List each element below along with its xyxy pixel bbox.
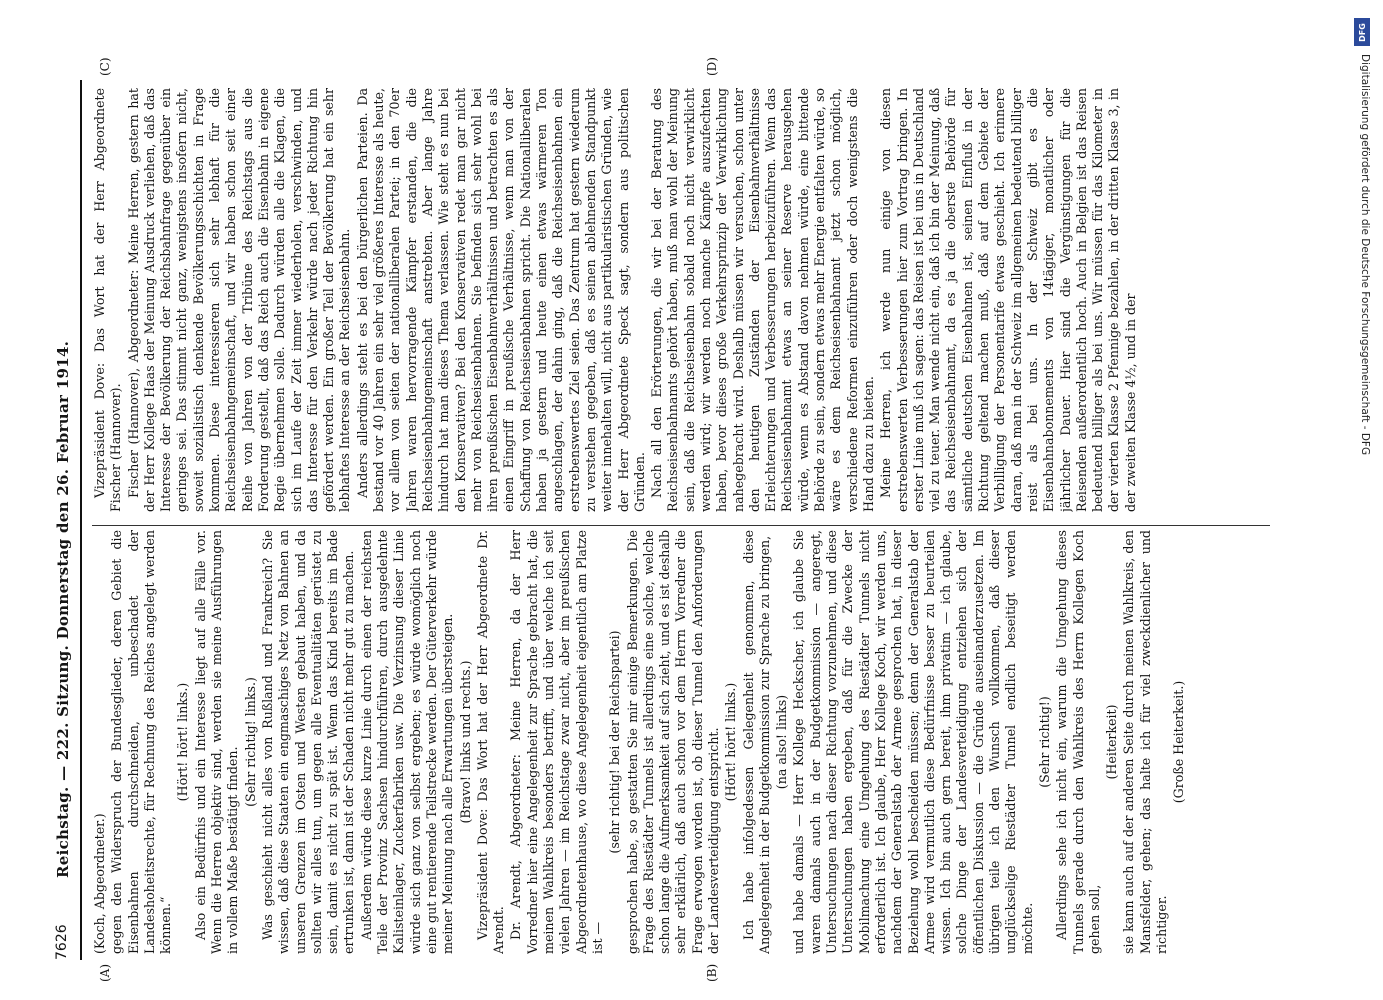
paragraph: Was geschieht nicht alles von Rußland und Frankreich? Sie wissen, daß diese Staaten ein engmaschiges Netz von Bahnen an unseren Grenzen im Osten und Westen gebaut haben, und da sollten wir alles tun, um gegen alle Eventualitäten gerüstet zu sein, damit es nicht zu spät ist. Wenn das Kind bereits im Bade ertrunken ist, dann ist der Schaden nicht mehr gut zu machen. [259, 530, 357, 954]
paragraph: Meine Herren, ich werde nun einige von diesen erstrebenswerten Verbesserungen hier zum Vortrag bringen. In erster Linie muß ich sagen: das Reisen ist bei uns in Deutschland viel zu teuer. Man wende nicht ein, daß ich bin der Meinung, daß das Reichseisenbahnamt, da es ja die oberste Behörde für sämtliche deutschen Eisenbahnen ist, seinen Einfluß in der Richtung geltend machen muß, daß auf dem Gebiete der Verbilligung der Personentarife etwas geschieht. Ich erinnere daran, daß man in der Schweiz im allgemeinen bedeutend billiger reist als bei uns. In der Schweiz gibt es die Eisenbahnabonnements von 14tägiger, monatlicher oder jährlicher Dauer. Hier sind die Vergünstigungen für die Reisenden außerordentlich hoch. Auch in Belgien ist das Reisen bedeutend billiger als bei uns. Wir müssen für das Kilometer in der vierten Klasse 2 Pfennige bezahlen, in der dritten Klasse 3, in der zweiten Klasse 4½, und in der [878, 88, 1138, 512]
interjection: (Hört! hört! links.) [723, 682, 739, 802]
interjection: (Hört! hört! links.) [175, 682, 191, 802]
interjection: (na also! links) [774, 694, 790, 790]
margin-mark-c: (C) [98, 57, 112, 76]
chair-statement: Vizepräsident Dove: Das Wort hat der Herr Abgeordnete Dr. Arendt. [474, 530, 507, 954]
interjection: (Sehr richtig!) [1036, 696, 1052, 788]
header-rule [80, 80, 82, 960]
paragraph: Außerdem würde diese kurze Linie durch einen der reichsten Teile der Provinz Sachsen hindurchführen, durch ausgedehnte Kalisteinlager, Zuckerfabriken usw. Die Verzinsung dieser Linie würde sich ganz von selbst ergeben; es würde womöglich noch eine gut rentierende Teilstrecke werden. Der Güterverkehr würde meiner Meinung nach alle Erwartungen übersteigen. [358, 530, 456, 954]
paragraph: Ich habe infolgedessen Gelegenheit genommen, diese Angelegenheit in der Budgetkommission zur Sprache zu bringen, [740, 530, 772, 954]
left-column [92, 530, 1277, 954]
paragraph: gesprochen habe, so gestatten Sie mir einige Bemerkungen. Die Frage des Riestädter Tunnels ist allerdings eine solche, welche schon lange die Aufmerksamkeit auf sich zieht, und es ist deshalb sehr erklärlich, daß auch schon vor dem Herrn Vorredner die Frage erwogen worden ist, ob dieser Tunnel den Anforderungen der Landesverteidigung entspricht. [624, 530, 721, 954]
margin-mark-a: (A) [98, 963, 112, 982]
interjection: (Sehr richtig! links.) [242, 677, 258, 807]
running-title: Reichstag. — 222. Sitzung. Donnerstag den 26. Februar 1914. [54, 340, 72, 878]
paragraph: Nach all den Erörterungen, die wir bei der Beratung des Reichseisenbahnamts gehört haben, muß man wohl der Meinung sein, daß die Reichseisenbahn sobald noch nicht verwirklicht werden wird; wir werden noch manche Kämpfe auszufechten haben, bevor dieses große Verkehrsprinzip der Verwirklichung nahegebracht wird. Deshalb müssen wir versuchen, schon unter den heutigen Zuständen der Eisenbahnverhältnisse Erleichterungen und Verbesserungen herbeizuführen. Wenn das Reichseisenbahnamt etwas an seiner Reserve herausgehen würde, wenn es Abstand davon nehmen würde, eine bittende Behörde zu sein, sondern etwas mehr Energie entfalten würde, so wäre es dem Reichseisenbahnamt jetzt schon möglich, verschiedene Reformen einzuführen oder doch wenigstens die Hand dazu zu bieten. [649, 88, 876, 512]
page-header [50, 80, 76, 960]
margin-mark-b: (B) [705, 963, 719, 982]
interjection: (Bravo! links und rechts.) [457, 660, 473, 824]
page-number: 7626 [54, 924, 70, 960]
paragraph: Dr. Arendt, Abgeordneter: Meine Herren, da der Herr Vorredner hier eine Angelegenheit zur Sprache gebracht hat, die meinen Wahlkreis besonders betrifft, und über welche ich seit vielen Jahren — im Reichstage zwar nicht, aber im preußischen Abgeordnetenhause, wo diese Angelegenheit eigentlich am Platze ist — [508, 530, 605, 954]
interjection: (Heiterkeit) [1104, 704, 1120, 780]
rotated-page [0, 40, 1383, 1000]
interjection: (Große Heiterkeit.) [1171, 680, 1187, 804]
paragraph: gegen den Widerspruch der Bundesglieder, deren Gebiet die Eisenbahnen durchschneiden, unbeschadet der Landeshoheitsrechte, für Rechnung des Reiches angelegt werden können.“ [109, 530, 174, 954]
dfg-logo: DFG [1354, 18, 1370, 46]
paragraph: Fischer (Hannover), Abgeordneter: Meine Herren, gestern hat der Herr Kollege Haas der Meinung Ausdruck verliehen, daß das Interesse der Bevölkerung der Reichsbahnfrage gegenüber ein geringes sei. Das stimmt nicht ganz, wenigstens insofern nicht, soweit sozialistisch denkende Bevölkerungsschichten in Frage kommen. Diese interessieren sich sehr lebhaft für die Reichseisenbahngemeinschaft, und wir haben schon seit einer Reihe von Jahren von der Tribüne des Reichstags aus die Forderung gestellt, daß das Reich auch die Eisenbahn in eigene Regie übernehmen solle. Dadurch würden alle die Klagen, die sich im Laufe der Zeit immer wiederholen, verschwinden, und das Interesse für den Verkehr würde nach jeder Richtung hin gefördert werden. Ein großer Teil der Bevölkerung hat ein sehr lebhaftes Interesse an der Reichseisenbahn. [125, 88, 353, 512]
dfg-side-notice [1348, 8, 1376, 992]
column-divider [92, 525, 1270, 526]
paragraph: Also ein Bedürfnis und ein Interesse liegt auf alle Fälle vor. Wenn die Herren objektiv sind, werden sie meine Ausführungen in vollem Maße bestätigt finden. [192, 530, 241, 954]
interjection: (sehr richtig! bei der Reichspartei) [607, 630, 623, 854]
paragraph: und habe damals — Herr Kollege Heckscher, ich glaube Sie waren damals auch in der Budgetkommission — angeregt, Untersuchungen nach dieser Richtung vorzunehmen, und diese Untersuchungen haben ergeben, daß für die Zwecke der Mobilmachung eine Umgehung des Riestädter Tunnels nicht erforderlich ist. Ich glaube, Herr Kollege Koch, wir werden uns, nachdem der Generalstab der Armee gesprochen hat, in dieser Beziehung wohl bescheiden müssen; denn der Generalstab der Armee wird vermutlich diese Bedürfnisse besser zu beurteilen wissen. Ich bin auch gern bereit, ihm privatim — ich glaube, solche Dinge der Landesverteidigung entziehen sich der öffentlichen Diskussion — die Gründe auseinanderzusetzen. Im übrigen teile ich den Wunsch vollkommen, daß dieser unglückselige Riestädter Tunnel endlich beseitigt werden möchte. [791, 530, 1035, 954]
dfg-funding-text: Digitalisierung gefördert durch die Deutsche Forschungsgemeinschaft - DFG [1359, 54, 1371, 456]
paragraph: Allerdings sehe ich nicht ein, warum die Umgehung dieses Tunnels gerade durch den Wahlkreis des Herrn Kollegen Koch gehen soll, [1054, 530, 1102, 954]
paragraph: Anders allerdings steht es bei den bürgerlichen Parteien. Da bestand vor 40 Jahren ein sehr viel größeres Interesse als heute, vor allem von seiten der nationalliberalen Partei; in den 70er Jahren waren hervorragende Kämpfer erstanden, die die Reichseisenbahngemeinschaft anstrebten. Aber lange Jahre hindurch hat man dieses Thema verlassen. Wie steht es nun bei den Konservativen? Bei den Konservativen redet man gar nicht mehr von Reichseisenbahnen. Sie befinden sich sehr wohl bei ihren preußischen Eisenbahnverhältnissen und betrachten es als einen Eingriff in preußische Verhältnisse, wenn man von der Schaffung von Reichseisenbahnen spricht. Die Nationalliberalen haben ja gestern und heute einen etwas wärmeren Ton angeschlagen, der dahin ging, daß die Reichseisenbahnen ein erstrebenswertes Ziel seien. Das Zentrum hat gestern wiederum zu verstehen gegeben, daß es seinen ablehnenden Standpunkt weiter innehalten will, nicht aus partikularistischen Gründen, wie der Herr Abgeordnete Speck sagt, sondern aus politischen Gründen. [354, 88, 647, 512]
speaker-tag: (Koch, Abgeordneter.) [92, 813, 107, 954]
chair-statement: Vizepräsident Dove: Das Wort hat der Herr Abgeordnete Fischer (Hannover). [92, 88, 124, 512]
right-column [92, 88, 1277, 512]
paragraph: sie kann auch auf der anderen Seite durch meinen Wahlkreis, den Mansfelder, gehen; das halte ich für viel zweckdienlicher und richtiger. [1121, 530, 1169, 954]
margin-mark-d: (D) [705, 57, 719, 76]
